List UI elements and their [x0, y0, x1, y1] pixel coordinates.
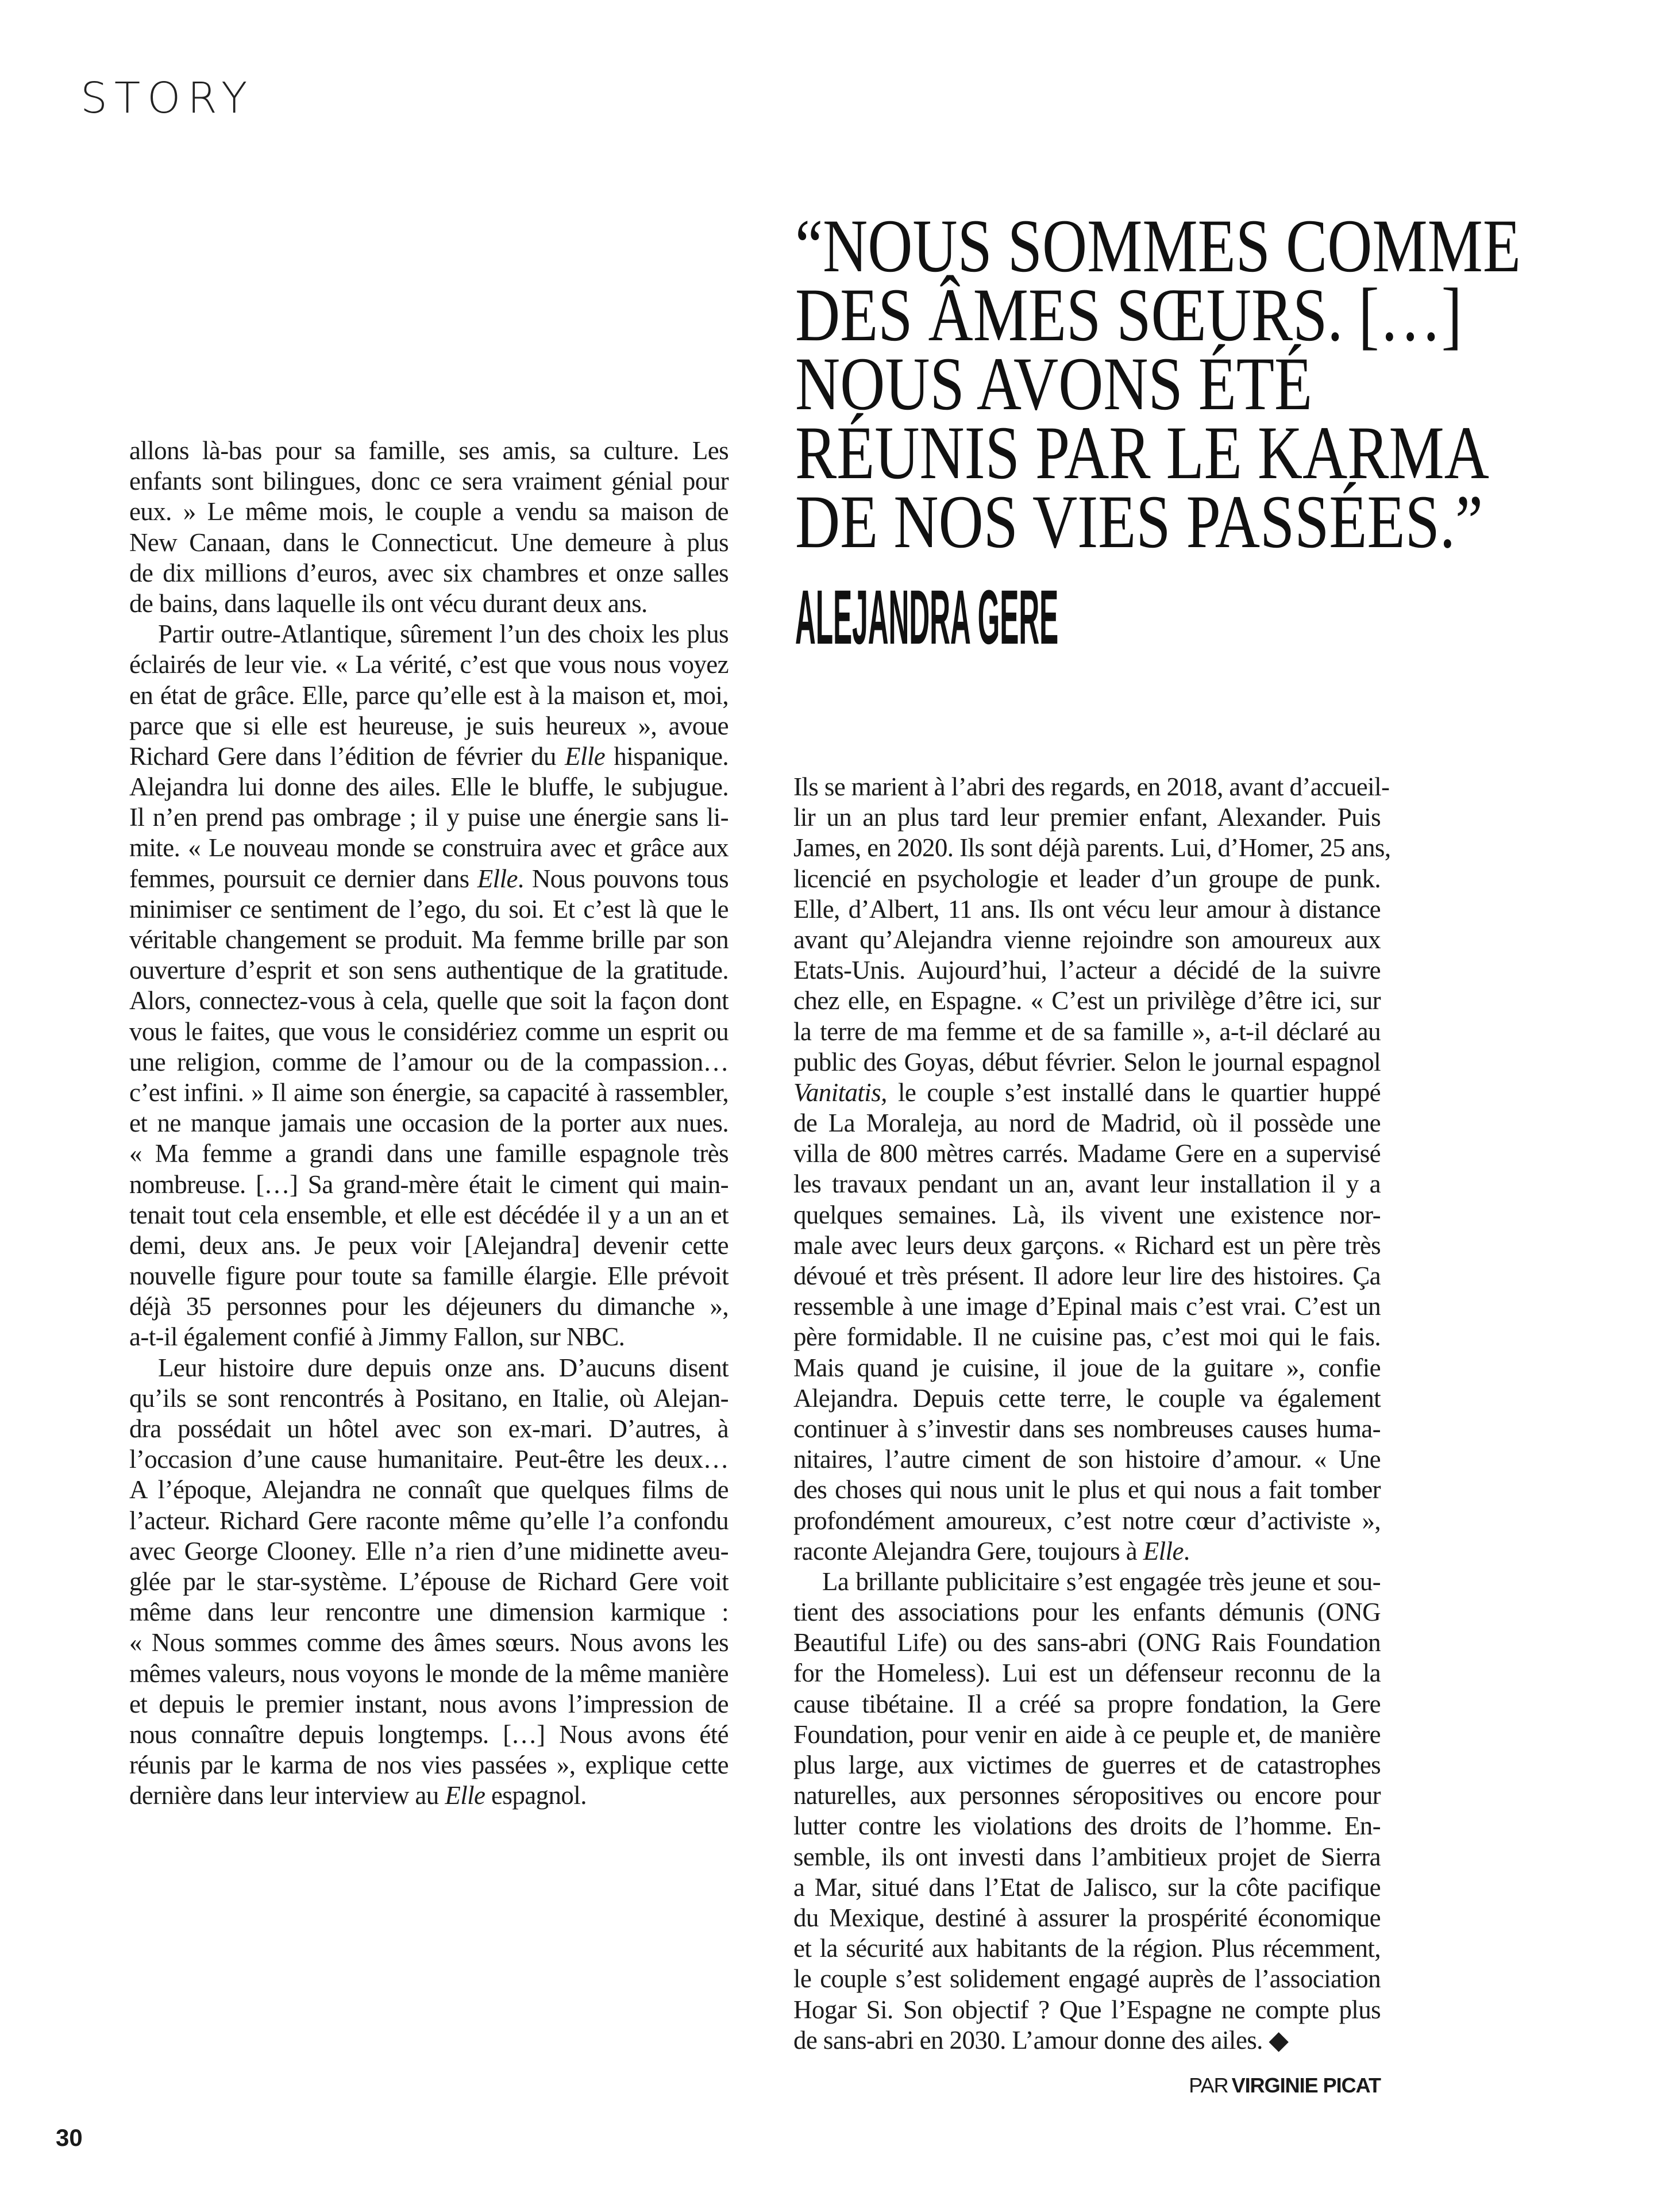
text-line: femmes, poursuit ce dernier dans Elle. Nous pouvons tous [129, 864, 729, 893]
text-line: de bains, dans laquelle ils ont vécu durant deux ans. [129, 588, 648, 618]
text-line: la terre de ma femme et de sa famille », a-t-il déclaré au [793, 1017, 1381, 1046]
text-line: véritable changement se produit. Ma femme brille par son [129, 925, 729, 954]
text-line: en état de grâce. Elle, parce qu’elle est à la maison et, moi, [129, 680, 729, 710]
text-line: semble, ils ont investi dans l’ambitieux projet de Sierra [793, 1842, 1381, 1871]
text-line: cause tibétaine. Il a créé sa propre fondation, la Gere [793, 1689, 1381, 1718]
text-line: de sans-abri en 2030. L’amour donne des ailes. ◆ [793, 2025, 1289, 2055]
text-line: nitaires, l’autre ciment de son histoire d’amour. « Une [793, 1445, 1381, 1474]
text-line: Alejandra. Depuis cette terre, le couple va également [793, 1383, 1381, 1413]
text-line: plus large, aux victimes de guerres et de catastrophes [793, 1751, 1381, 1779]
text-line: a-t-il également confié à Jimmy Fallon, sur NBC. [129, 1322, 625, 1352]
text-line: licencié en psychologie et leader d’un groupe de punk. [793, 864, 1381, 893]
text-line: raconte Alejandra Gere, toujours à Elle. [793, 1536, 1190, 1565]
text-line: mêmes valeurs, nous voyons le monde de la même manière [129, 1659, 729, 1688]
text-line: Partir outre-Atlantique, sûrement l’un des choix les plus [158, 620, 729, 649]
text-line: nous connaître depuis longtemps. […] Nous avons été [129, 1719, 729, 1749]
text-line: dernière dans leur interview au Elle espagnol. [129, 1781, 587, 1810]
text-line: profondément amoureux, c’est notre cœur d’activiste », [793, 1506, 1381, 1535]
text-line: qu’ils se sont rencontrés à Positano, en Italie, où Alejan- [129, 1383, 729, 1413]
pull-quote-line: “NOUS SOMMES COMME [795, 203, 1521, 288]
text-line: avant qu’Alejandra vienne rejoindre son amoureux aux [793, 925, 1381, 954]
text-line: éclairés de leur vie. « La vérité, c’est que vous nous voyez [129, 650, 729, 679]
text-line: La brillante publicitaire s’est engagée très jeune et sou- [822, 1567, 1381, 1596]
text-line: l’occasion d’une cause humanitaire. Peut-être les deux… [129, 1445, 729, 1474]
pull-quote-line: DES ÂMES SŒURS. […] [795, 272, 1462, 357]
text-line: du Mexique, destiné à assurer la prospérité économique [793, 1903, 1381, 1932]
text-line: vous le faites, que vous le considériez comme un esprit ou [129, 1017, 729, 1046]
text-line: James, en 2020. Ils sont déjà parents. Lui, d’Homer, 25 ans, [793, 833, 1391, 863]
text-line: nombreuse. […] Sa grand-mère était le ciment qui main- [129, 1170, 729, 1199]
text-line: Ils se marient à l’abri des regards, en 2018, avant d’accueil- [793, 772, 1390, 801]
text-line: dra possédait un hôtel avec son ex-mari. D’autres, à [129, 1414, 729, 1443]
text-line: Alejandra lui donne des ailes. Elle le bluffe, le subjugue. [129, 772, 729, 802]
text-line: « Nous sommes comme des âmes sœurs. Nous avons les [129, 1628, 729, 1657]
text-line: ressemble à une image d’Epinal mais c’est vrai. C’est un [793, 1292, 1381, 1321]
article-column-right [793, 772, 1391, 2056]
text-line: Leur histoire dure depuis onze ans. D’aucuns disent [158, 1353, 729, 1382]
text-line: chez elle, en Espagne. « C’est un privilège d’être ici, sur [793, 986, 1381, 1015]
text-line: a Mar, situé dans l’Etat de Jalisco, sur la côte pacifique [793, 1872, 1381, 1902]
text-line: « Ma femme a grandi dans une famille espagnole très [129, 1139, 729, 1168]
text-line: le couple s’est solidement engagé auprès de l’association [793, 1964, 1381, 1994]
pull-quote [795, 203, 1665, 564]
pull-quote-line: DE NOS VIES PASSÉES.” [795, 479, 1483, 564]
page-number: 30 [56, 2124, 83, 2151]
italic-title: Elle [477, 864, 518, 893]
text-line: A l’époque, Alejandra ne connaît que quelques films de [129, 1475, 729, 1505]
text-line: c’est infini. » Il aime son énergie, sa capacité à rassembler, [129, 1078, 729, 1107]
text-line: for the Homeless). Lui est un défenseur reconnu de la [793, 1659, 1381, 1688]
text-line: villa de 800 mètres carrés. Madame Gere en a supervisé [793, 1139, 1381, 1168]
pull-quote-line: RÉUNIS PAR LE KARMA [795, 410, 1489, 495]
text-line: parce que si elle est heureuse, je suis heureux », avoue [129, 711, 729, 740]
pull-quote-line: NOUS AVONS ÉTÉ [795, 341, 1313, 426]
text-line: Etats-Unis. Aujourd’hui, l’acteur a décidé de la suivre [793, 956, 1381, 985]
text-line: Mais quand je cuisine, il joue de la guitare », confie [793, 1353, 1381, 1382]
byline-author: VIRGINIE PICAT [1231, 2073, 1381, 2097]
text-line: déjà 35 personnes pour les déjeuners du dimanche », [129, 1292, 729, 1321]
text-line: père formidable. Il ne cuisine pas, c’est moi qui le fais. [793, 1322, 1381, 1352]
text-line: de dix millions d’euros, avec six chambres et onze salles [129, 558, 729, 587]
byline-prefix: PAR [1189, 2073, 1228, 2097]
text-line: Beautiful Life) ou des sans-abri (ONG Rais Foundation [793, 1628, 1381, 1657]
text-line: demi, deux ans. Je peux voir [Alejandra] devenir cette [129, 1230, 729, 1260]
text-line: réunis par le karma de nos vies passées », explique cette [129, 1751, 729, 1780]
text-line: les travaux pendant un an, avant leur installation il y a [793, 1170, 1381, 1199]
section-label: STORY [80, 74, 255, 123]
text-line: tient des associations pour les enfants démunis (ONG [793, 1598, 1381, 1627]
text-line: public des Goyas, début février. Selon le journal espagnol [793, 1047, 1381, 1076]
text-line: quelques semaines. Là, ils vivent une existence nor- [793, 1200, 1381, 1229]
text-line: ouverture d’esprit et son sens authentique de la gratitude. [129, 956, 729, 985]
text-line: Alors, connectez-vous à cela, quelle que soit la façon dont [129, 986, 729, 1015]
text-line: tenait tout cela ensemble, et elle est décédée il y a un an et [129, 1200, 729, 1229]
italic-title: Elle [565, 741, 606, 771]
italic-title: Elle [1143, 1536, 1184, 1565]
text-line: lir un an plus tard leur premier enfant, Alexander. Puis [793, 803, 1381, 832]
text-line: eux. » Le même mois, le couple a vendu sa maison de [129, 497, 729, 526]
italic-title: Vanitatis, [793, 1078, 887, 1107]
italic-title: Elle [445, 1781, 485, 1810]
text-line: et depuis le premier instant, nous avons l’impression de [129, 1689, 729, 1718]
text-line: lutter contre les violations des droits de l’homme. En- [793, 1811, 1381, 1841]
text-line: minimiser ce sentiment de l’ego, du soi. Et c’est là que le [129, 894, 729, 924]
text-line: Hogar Si. Son objectif ? Que l’Espagne ne compte plus [793, 1995, 1381, 2024]
text-line: dévoué et très présent. Il adore leur lire des histoires. Ça [793, 1261, 1381, 1290]
text-line: male avec leurs deux garçons. « Richard est un père très [793, 1230, 1381, 1260]
pull-quote-author: ALEJANDRA GERE [795, 575, 1059, 660]
text-line: glée par le star-système. L’épouse de Richard Gere voit [129, 1567, 729, 1596]
text-line: New Canaan, dans le Connecticut. Une demeure à plus [129, 528, 729, 557]
text-line: et ne manque jamais une occasion de la porter aux nues. [129, 1109, 729, 1138]
text-line: une religion, comme de l’amour ou de la compassion… [129, 1047, 729, 1076]
text-line: allons là-bas pour sa famille, ses amis, sa culture. Les [129, 436, 729, 465]
text-line: Foundation, pour venir en aide à ce peuple et, de manière [793, 1719, 1381, 1749]
text-line: des choses qui nous unit le plus et qui nous a fait tomber [793, 1475, 1381, 1505]
text-line: enfants sont bilingues, donc ce sera vraiment génial pour [129, 467, 729, 496]
text-line: continuer à s’investir dans ses nombreuses causes huma- [793, 1414, 1381, 1443]
text-line: Elle, d’Albert, 11 ans. Ils ont vécu leur amour à distance [793, 894, 1381, 924]
text-line: naturelles, aux personnes séropositives ou encore pour [793, 1781, 1381, 1810]
text-line: même dans leur rencontre une dimension karmique : [129, 1598, 729, 1627]
text-line: avec George Clooney. Elle n’a rien d’une midinette aveu- [129, 1536, 729, 1565]
text-line: Vanitatis, le couple s’est installé dans le quartier huppé [793, 1078, 1381, 1107]
byline [1189, 2073, 1381, 2098]
text-line: l’acteur. Richard Gere raconte même qu’elle l’a confondu [129, 1506, 729, 1535]
text-line: mite. « Le nouveau monde se construira avec et grâce aux [129, 833, 729, 863]
text-line: et la sécurité aux habitants de la région. Plus récemment, [793, 1934, 1381, 1963]
text-line: nouvelle figure pour toute sa famille élargie. Elle prévoit [129, 1261, 729, 1291]
article-column-left [129, 436, 729, 1811]
text-line: de La Moraleja, au nord de Madrid, où il possède une [793, 1109, 1381, 1138]
text-line: Richard Gere dans l’édition de février du Elle hispanique. [129, 741, 729, 771]
text-line: Il n’en prend pas ombrage ; il y puise une énergie sans li- [129, 803, 729, 832]
